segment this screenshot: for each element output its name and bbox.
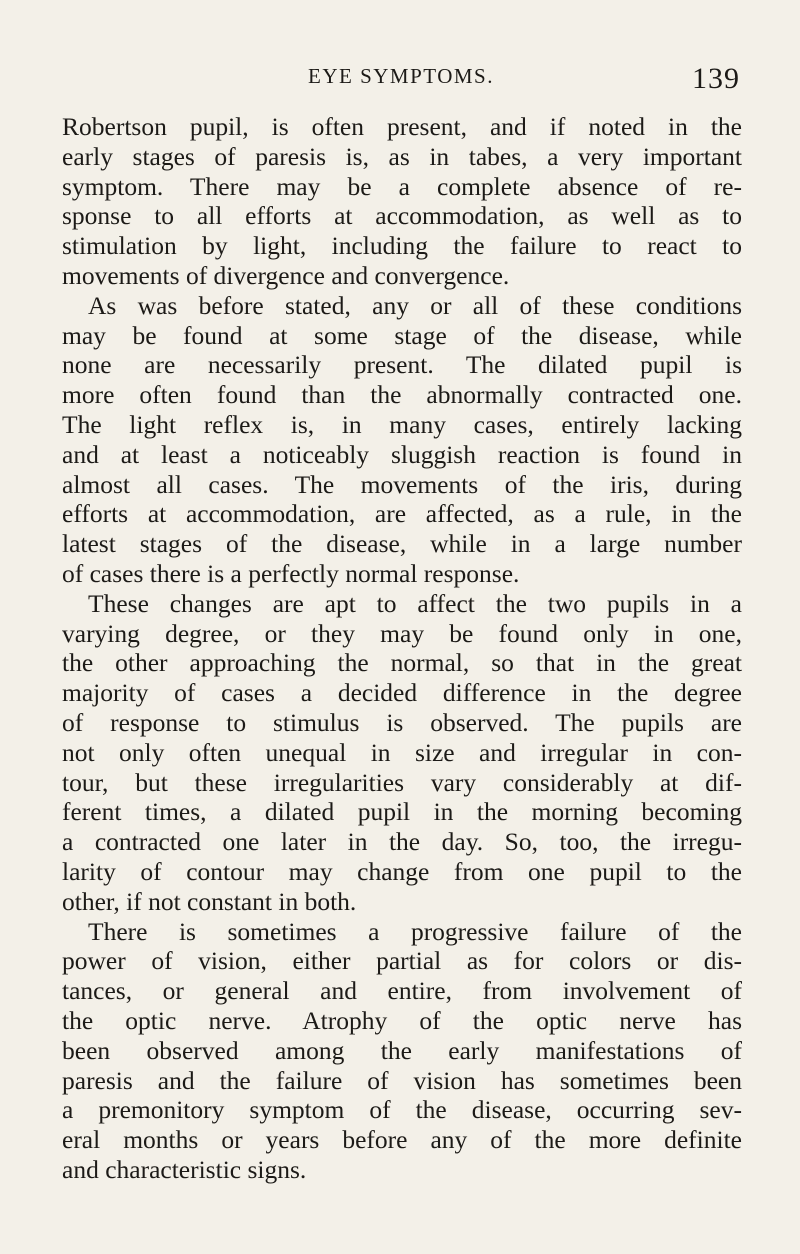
text-line: power of vision, either partial as for colors or dis-: [62, 946, 742, 976]
text-line: the optic nerve. Atrophy of the optic nerve has: [62, 1005, 742, 1035]
body-text: [62, 112, 742, 1185]
text-line: tances, or general and entire, from involvement of: [62, 976, 742, 1006]
text-line: There is sometimes a progressive failure of the: [88, 916, 742, 946]
text-line: more often found than the abnormally contracted one.: [62, 380, 742, 410]
text-line: tour, but these irregularities vary considerably at dif-: [62, 767, 742, 797]
text-line: a premonitory symptom of the disease, occurring sev-: [62, 1095, 742, 1125]
text-line: eral months or years before any of the more definite: [62, 1125, 742, 1155]
text-line: and at least a noticeably sluggish reaction is found in: [62, 439, 742, 469]
text-line: and characteristic signs.: [62, 1154, 307, 1184]
text-line: symptom. There may be a complete absence of re-: [62, 171, 742, 201]
running-head: [62, 62, 740, 102]
text-line: been observed among the early manifestations of: [62, 1035, 742, 1065]
text-line: none are necessarily present. The dilated pupil is: [62, 350, 742, 380]
text-line: almost all cases. The movements of the iris, during: [62, 469, 742, 499]
text-line: of response to stimulus is observed. The pupils are: [62, 707, 742, 737]
text-line: paresis and the failure of vision has sometimes been: [62, 1065, 742, 1095]
text-line: of cases there is a perfectly normal response.: [62, 558, 520, 588]
text-line: majority of cases a decided difference in the degree: [62, 678, 742, 708]
text-line: As was before stated, any or all of these conditions: [88, 290, 742, 320]
text-line: movements of divergence and convergence.: [62, 260, 510, 290]
text-line: The light reflex is, in many cases, entirely lacking: [62, 409, 742, 439]
text-line: latest stages of the disease, while in a large number: [62, 529, 742, 559]
running-head-title: EYE SYMPTOMS.: [308, 64, 494, 88]
text-line: efforts at accommodation, are affected, as a rule, in the: [62, 499, 742, 529]
text-line: a contracted one later in the day. So, too, the irregu-: [62, 827, 742, 857]
text-line: varying degree, or they may be found only in one,: [62, 618, 742, 648]
text-line: the other approaching the normal, so that in the great: [62, 648, 742, 678]
text-line: Robertson pupil, is often present, and if noted in the: [62, 112, 742, 141]
text-line: ferent times, a dilated pupil in the morning becoming: [62, 797, 742, 827]
page-number: 139: [692, 62, 740, 95]
text-line: other, if not constant in both.: [62, 886, 357, 916]
text-line: early stages of paresis is, as in tabes, a very important: [62, 141, 742, 171]
text-line: stimulation by light, including the failure to react to: [62, 231, 742, 261]
text-line: sponse to all efforts at accommodation, as well as to: [62, 201, 742, 231]
text-line: These changes are apt to affect the two pupils in a: [88, 588, 742, 618]
text-line: not only often unequal in size and irregular in con-: [62, 737, 742, 767]
text-line: may be found at some stage of the disease, while: [62, 320, 742, 350]
text-line: larity of contour may change from one pupil to the: [62, 856, 742, 886]
